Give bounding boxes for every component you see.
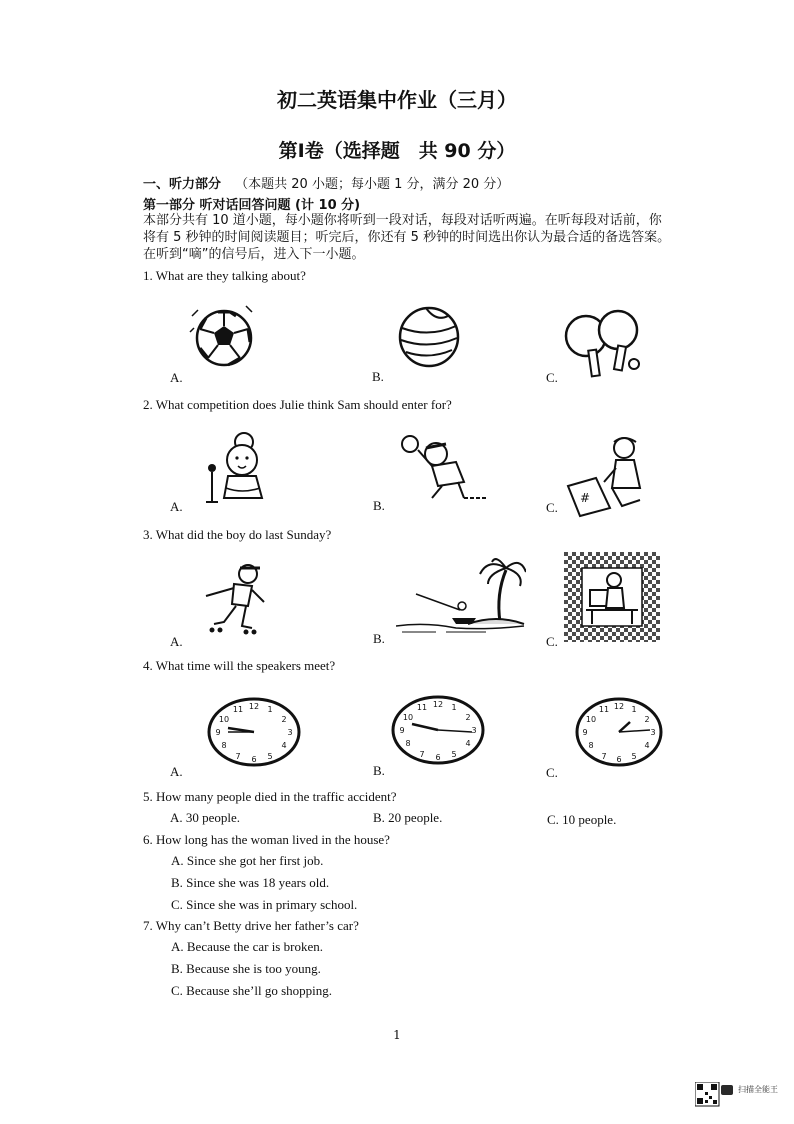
svg-text:3: 3 (287, 728, 293, 737)
question-7 (143, 918, 359, 934)
svg-text:2: 2 (281, 715, 287, 724)
question-number: 4. (143, 658, 153, 673)
clock-icon (574, 696, 664, 768)
ping-pong-paddles-icon (562, 306, 648, 382)
option-a-label: A. Since she got her first job. (171, 853, 324, 868)
ping-pong-boy-icon (398, 432, 488, 504)
singing-girl-icon (198, 428, 278, 506)
svg-text:1: 1 (451, 703, 457, 712)
svg-text:4: 4 (644, 741, 650, 750)
instructions-line: 本部分共有 10 道小题，每小题你将听到一段对话，每段对话听两遍。在听每段对话前，你 (143, 213, 662, 228)
svg-text:8: 8 (221, 741, 227, 750)
svg-text:7: 7 (419, 750, 425, 759)
fishing-island-icon (396, 554, 526, 634)
question-3 (143, 527, 331, 543)
svg-text:9: 9 (399, 726, 405, 735)
page-subtitle: 第Ⅰ卷（选择题 共 90 分） (278, 140, 516, 162)
svg-text:9: 9 (582, 728, 588, 737)
option-c-label: C. Because she’ll go shopping. (171, 983, 333, 998)
part1-heading: 第一部分 听对话回答问题 (计 10 分) (143, 198, 361, 213)
option-a-label: A. (170, 499, 183, 514)
svg-text:4: 4 (281, 741, 287, 750)
option-b-label: B. 20 people. (373, 810, 443, 825)
svg-text:1: 1 (631, 705, 637, 714)
svg-text:3: 3 (650, 728, 656, 737)
instructions-line: 将有 5 秒钟的时间阅读题目；听完后，你还有 5 秒钟的时间选出你认为最合适的备选答案。 (143, 230, 671, 245)
svg-text:3: 3 (471, 726, 477, 735)
section-heading-note: （本题共 20 小题；每小题 1 分，满分 20 分） (235, 177, 510, 192)
question-text: Why can’t Betty drive her father’s car? (155, 918, 359, 933)
question-5 (143, 789, 397, 805)
question-number: 3. (143, 527, 153, 542)
option-c-label: C. (546, 634, 558, 649)
option-a-label: A. 30 people. (170, 810, 241, 825)
option-b-label: B. Because she is too young. (171, 961, 321, 976)
svg-text:1: 1 (267, 705, 273, 714)
option-c-label: C. 10 people. (547, 812, 617, 827)
option-a-label: A. Because the car is broken. (171, 939, 323, 954)
option-b-label: B. (373, 631, 385, 646)
question-text: How long has the woman lived in the house? (156, 832, 390, 847)
option-b-label: B. (372, 369, 384, 384)
volleyball-icon (396, 304, 462, 370)
question-number: 1. (143, 268, 153, 283)
svg-text:11: 11 (232, 705, 244, 714)
svg-text:#: # (580, 491, 591, 505)
svg-text:8: 8 (588, 741, 594, 750)
question-text: What did the boy do last Sunday? (155, 527, 332, 542)
soccer-ball-icon (188, 302, 258, 368)
svg-text:10: 10 (402, 713, 414, 722)
question-text: What are they talking about? (155, 268, 306, 283)
question-number: 2. (143, 397, 153, 412)
svg-text:5: 5 (451, 750, 457, 759)
svg-text:10: 10 (585, 715, 597, 724)
question-2 (143, 397, 452, 413)
svg-text:2: 2 (465, 713, 471, 722)
option-c-label: C. Since she was in primary school. (171, 897, 358, 912)
svg-text:7: 7 (235, 752, 241, 761)
option-b-label: B. Since she was 18 years old. (171, 875, 330, 890)
svg-text:4: 4 (465, 739, 471, 748)
option-a-label: A. (170, 764, 183, 779)
option-a-label: A. (170, 634, 183, 649)
question-6 (143, 832, 390, 848)
scanner-watermark: 扫描全能王 (738, 1085, 778, 1094)
clock-icon (206, 696, 302, 768)
option-b-label: B. (373, 498, 385, 513)
clock-icon (390, 694, 486, 766)
option-c-label: C. (546, 500, 558, 515)
svg-text:8: 8 (405, 739, 411, 748)
svg-text:6: 6 (251, 755, 257, 764)
question-1 (143, 268, 306, 284)
svg-text:12: 12 (432, 700, 444, 709)
svg-text:2: 2 (644, 715, 650, 724)
question-number: 7. (143, 918, 153, 933)
svg-text:12: 12 (613, 702, 625, 711)
svg-text:12: 12 (248, 702, 260, 711)
svg-text:5: 5 (631, 752, 637, 761)
question-text: What time will the speakers meet? (155, 658, 336, 673)
instructions-line: 在听到“嘀”的信号后，进入下一小题。 (143, 247, 365, 262)
svg-text:7: 7 (601, 752, 607, 761)
svg-text:5: 5 (267, 752, 273, 761)
drawing-girl-icon (564, 432, 650, 518)
svg-text:6: 6 (435, 753, 441, 762)
section-heading-label: 一、听力部分 (143, 177, 222, 192)
instructions (143, 212, 723, 263)
option-c-label: C. (546, 765, 558, 780)
svg-text:11: 11 (416, 703, 428, 712)
page-number: 1 (393, 1028, 401, 1042)
section-heading (143, 173, 509, 192)
option-b-label: B. (373, 763, 385, 778)
svg-text:10: 10 (218, 715, 230, 724)
question-4 (143, 658, 335, 674)
option-a-label: A. (170, 370, 183, 385)
computer-boy-icon (564, 552, 660, 642)
question-text: What competition does Julie think Sam should enter for? (155, 397, 452, 412)
svg-text:9: 9 (215, 728, 221, 737)
option-c-label: C. (546, 370, 558, 385)
roller-skating-boy-icon (198, 560, 268, 638)
question-text: How many people died in the traffic accident? (156, 789, 397, 804)
page-title: 初二英语集中作业（三月） (277, 88, 517, 112)
question-number: 5. (143, 789, 153, 804)
svg-text:11: 11 (598, 705, 610, 714)
question-number: 6. (143, 832, 153, 847)
svg-text:6: 6 (616, 755, 622, 764)
